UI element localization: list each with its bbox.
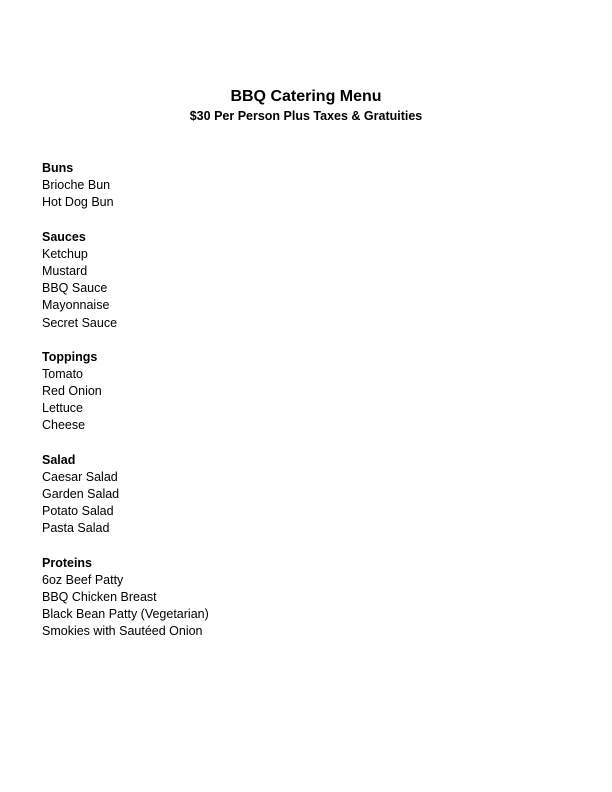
menu-item: Pasta Salad: [42, 521, 110, 536]
section-items: [42, 177, 542, 211]
menu-item: Smokies with Sautéed Onion: [42, 624, 203, 639]
menu-item: Secret Sauce: [42, 315, 118, 330]
menu-item: Brioche Bun: [42, 178, 111, 193]
section-heading: Toppings: [42, 349, 98, 364]
menu-item: Cheese: [42, 418, 86, 433]
section-items: [42, 366, 542, 435]
menu-item: Mayonnaise: [42, 298, 110, 313]
menu-item: Lettuce: [42, 401, 84, 416]
page-title: BBQ Catering Menu: [230, 88, 382, 105]
section-items: [42, 246, 542, 332]
menu-item: Ketchup: [42, 246, 88, 261]
menu-sections: [42, 160, 542, 658]
section-heading: Sauces: [42, 229, 86, 244]
menu-item: 6oz Beef Patty: [42, 572, 124, 587]
menu-item: Garden Salad: [42, 487, 120, 501]
menu-item: BBQ Sauce: [42, 281, 108, 296]
section-items: [42, 572, 542, 641]
page-subtitle: $30 Per Person Plus Taxes & Gratuities: [189, 109, 423, 123]
menu-item: Tomato: [42, 366, 83, 381]
section-buns: [42, 160, 542, 212]
section-proteins: [42, 555, 542, 641]
menu-item: Caesar Salad: [42, 469, 118, 484]
section-heading: Proteins: [42, 555, 93, 570]
section-heading: Buns: [42, 161, 74, 175]
section-sauces: [42, 229, 542, 332]
section-items: [42, 469, 542, 538]
menu-item: Hot Dog Bun: [42, 195, 114, 210]
section-heading: Salad: [42, 452, 76, 467]
menu-item: Black Bean Patty (Vegetarian): [42, 607, 209, 622]
menu-item: Potato Salad: [42, 504, 114, 519]
menu-item: BBQ Chicken Breast: [42, 589, 157, 604]
section-toppings: [42, 349, 542, 435]
menu-item: Red Onion: [42, 384, 102, 399]
menu-item: Mustard: [42, 263, 88, 278]
section-salad: [42, 452, 542, 538]
